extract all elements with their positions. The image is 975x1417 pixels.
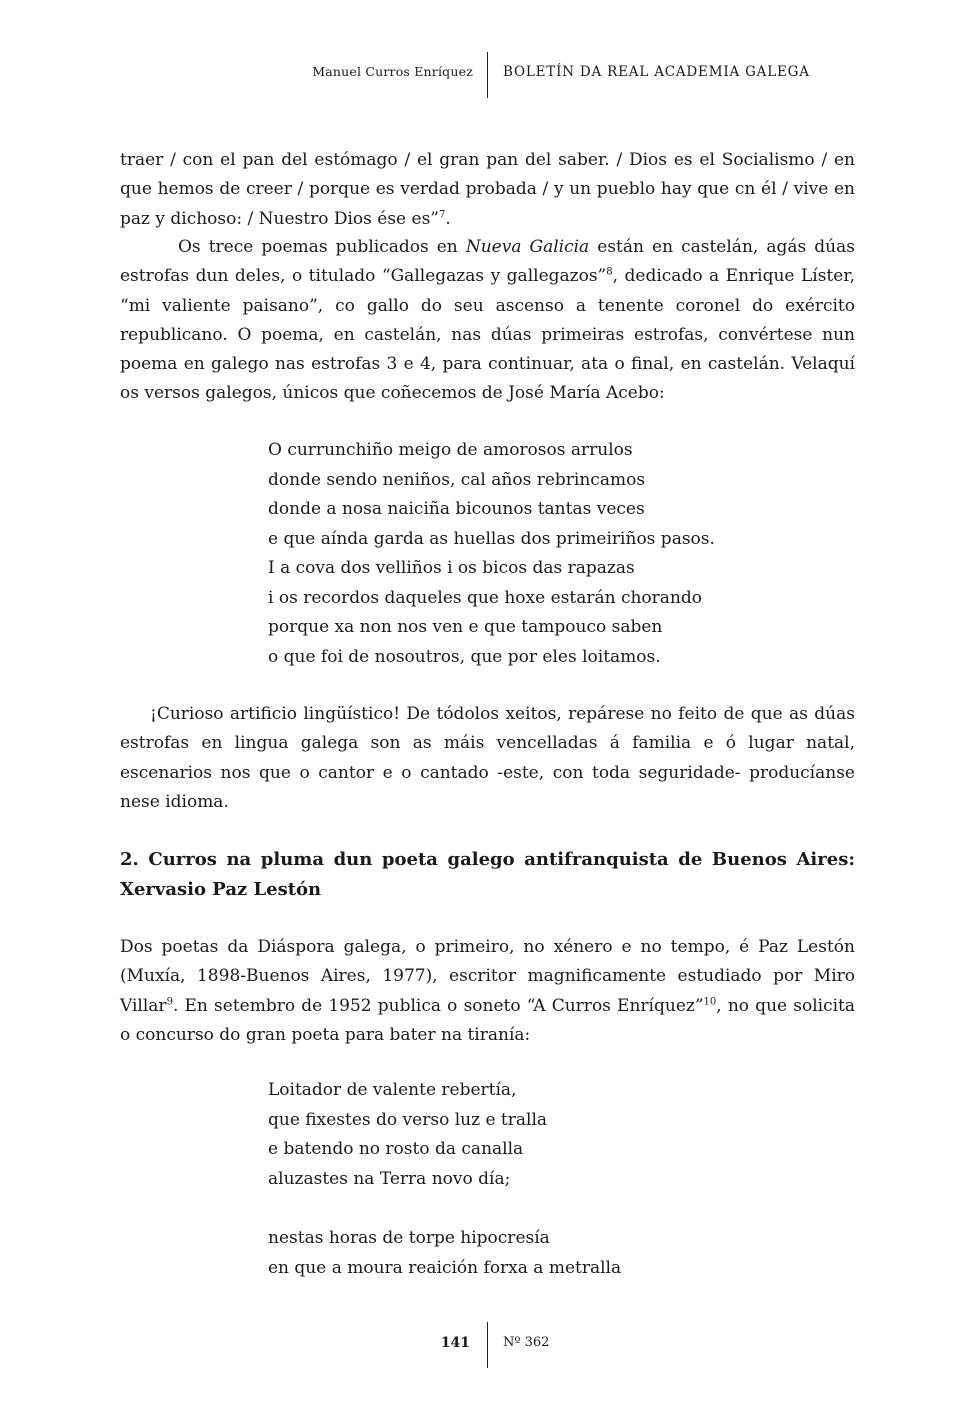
paragraph-2 bbox=[120, 233, 855, 409]
paragraph-2-text-b: están en castelán, agás dúas estrofas dun deles, o titulado “Gallegazas y gallegazos” bbox=[120, 237, 855, 287]
section-heading: 2. Curros na pluma dun poeta galego antifranquista de Buenos Aires: Xervasio Paz Lestón bbox=[120, 849, 855, 900]
verse-line: donde a nosa naiciña bicounos tantas veces bbox=[268, 499, 645, 519]
paragraph-2-text-c: , dedicado a Enrique Líster, “mi valiente paisano”, co gallo do seu ascenso a tenente coronel do exército republicano. O poema, en castelán, nas dúas primeiras estrofas, convértese nun poema en galego nas estrofas 3 e 4, para continuar, ata o final, en castelán. Velaquí os versos galegos, únicos que coñecemos de José María Acebo: bbox=[120, 266, 855, 404]
verse-line: que fixestes do verso luz e tralla bbox=[268, 1109, 548, 1130]
issue-number: Nº 362 bbox=[503, 1335, 550, 1350]
paragraph-2-text-a: Os trece poemas publicados en bbox=[178, 237, 466, 257]
verse-line: o que foi de nosoutros, que por eles loitamos. bbox=[268, 646, 661, 667]
paragraph-1 bbox=[120, 146, 855, 234]
footer-divider bbox=[487, 1322, 488, 1368]
verse-line: en que a moura reaición forxa a metralla bbox=[268, 1257, 622, 1278]
stanza-gap bbox=[268, 1194, 621, 1224]
paragraph-4-text-a: Dos poetas da Diáspora galega, o primeiro, no xénero e no tempo, é Paz Lestón (Muxía, 1898-Buenos Aires, 1977), escritor magnificamente estudiado por Miro Villar bbox=[120, 937, 855, 1016]
verse-line: porque xa non nos ven e que tampouco saben bbox=[268, 617, 663, 637]
verse-line: O currunchiño meigo de amorosos arrulos bbox=[268, 440, 633, 460]
verse-line: I a cova dos velliños i os bicos das rapazas bbox=[268, 558, 635, 578]
paragraph-4 bbox=[120, 933, 855, 1050]
header-divider bbox=[487, 52, 488, 98]
verse-line: aluzastes na Terra novo día; bbox=[268, 1168, 511, 1189]
verse-line: e batendo no rosto da canalla bbox=[268, 1139, 524, 1159]
footnote-ref-10[interactable]: 10 bbox=[703, 995, 717, 1007]
paragraph-1-end: . bbox=[445, 208, 451, 229]
verse-line: e que aínda garda as huellas dos primeiriños pasos. bbox=[268, 528, 715, 549]
verse-line: donde sendo neniños, cal años rebrincamos bbox=[268, 469, 646, 490]
running-header-author: Manuel Curros Enríquez bbox=[312, 64, 473, 79]
verse-line: i os recordos daqueles que hoxe estarán chorando bbox=[268, 587, 702, 608]
page-number: 141 bbox=[440, 1335, 470, 1351]
paragraph-4-text-b: . En setembro de 1952 publica o soneto “A Curros Enríquez” bbox=[172, 995, 704, 1016]
paragraph-3 bbox=[120, 700, 855, 817]
verse-block-1 bbox=[268, 436, 715, 672]
running-header-journal: BOLETÍN DA REAL ACADEMIA GALEGA bbox=[503, 64, 810, 80]
verse-block-2 bbox=[268, 1076, 621, 1283]
verse-line: Loitador de valente rebertía, bbox=[268, 1080, 517, 1100]
publication-title: Nueva Galicia bbox=[465, 237, 590, 257]
footnote-ref-8[interactable]: 8 bbox=[606, 266, 613, 278]
paragraph-3-text: ¡Curioso artificio lingüístico! De tódolos xeitos, repárese no feito de que as dúas estrofas en lingua galega son as máis vencelladas á familia e ó lugar natal, escenarios nos que o cantor e o cantado -este, con toda seguridade- producíanse nese idioma. bbox=[120, 704, 855, 812]
paragraph-4-text-c: , no que solicita o concurso do gran poeta para bater na tiranía: bbox=[120, 995, 856, 1045]
verse-line: nestas horas de torpe hipocresía bbox=[268, 1228, 550, 1248]
paragraph-1-text: traer / con el pan del estómago / el gran pan del saber. / Dios es el Socialismo / en que hemos de creer / porque es verdad probada / y un pueblo hay que cn él / vive en paz y dichoso: / Nuestro Dios ése es” bbox=[120, 150, 855, 229]
footnote-ref-9[interactable]: 9 bbox=[166, 995, 173, 1007]
footnote-ref-7[interactable]: 7 bbox=[439, 208, 446, 220]
